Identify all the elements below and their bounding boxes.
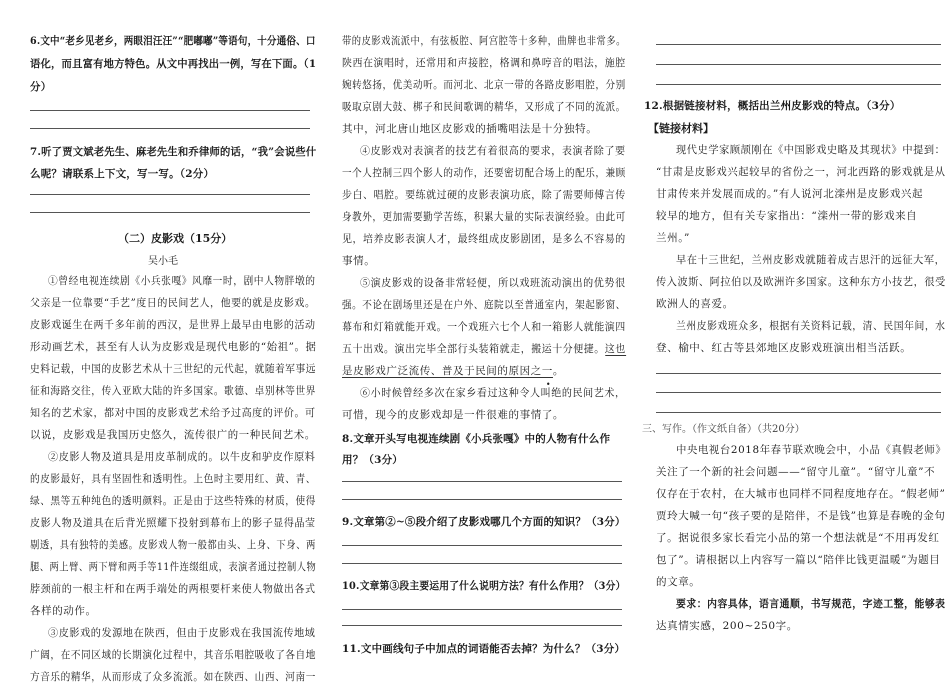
q12-text: 12.根据链接材料，概括出兰州皮影戏的特点。（3分） bbox=[644, 100, 901, 112]
q6-line2: 语化，而且富有地方特色。从文中再找出一例，写在下面。（1 bbox=[30, 58, 317, 70]
para1-line: 史料记载，中国的皮影艺术从十三世纪的元代起，就随着军事远 bbox=[30, 363, 316, 375]
para2-line: ②皮影人物及道具是用皮革制成的。以牛皮和驴皮作原料 bbox=[48, 451, 316, 463]
left-column bbox=[0, 0, 320, 683]
link-p3-line: 兰州皮影戏班众多，根据有关资料记载，清、民国年间，水 bbox=[676, 320, 946, 332]
link-p1-line: 兰州。” bbox=[656, 232, 691, 244]
underlined-sentence: 是皮影戏广泛流传、普及于民间的原因之 bbox=[342, 365, 542, 377]
para2-line: 的皮影最好，具有坚固性和透明性。上色时主要用红、黄、青、 bbox=[30, 473, 316, 485]
writing-p1-line: 贾玲大喊一句“孩子要的是陪伴，不是钱”也算是春晚的金句 bbox=[656, 510, 946, 522]
q6-line1: 6.文中“老乡见老乡，两眼泪汪汪”“肥嘟嘟”等语句，十分通俗、口 bbox=[30, 35, 316, 47]
answer-line[interactable] bbox=[30, 212, 310, 213]
writing-p1-line: 仅存在于农村，在大城市也同样不同程度地存在。“假老师” bbox=[656, 488, 946, 500]
answer-line[interactable] bbox=[30, 128, 310, 129]
para3b-line: 其中，河北唐山地区皮影戏的插嘴唱法是十分独特。 bbox=[342, 123, 598, 135]
q10-text: 10.文章第③段主要运用了什么说明方法？有什么作用？（3分） bbox=[342, 580, 626, 592]
dotted-word-text: 一 bbox=[541, 365, 553, 377]
section-title: （二）皮影戏（15分） bbox=[118, 232, 233, 245]
para4-line: 一个人控制三四个影人的动作，还要密切配合场上的配乐，兼顾 bbox=[342, 167, 626, 179]
q8-line: 用？（3分） bbox=[342, 454, 404, 466]
link-p2-line: 欧洲人的喜爱。 bbox=[656, 298, 734, 310]
para3b-line: 带的皮影戏流派中，有弦板腔、阿宫腔等十多种，曲牌也非常多。 bbox=[342, 35, 626, 47]
writing-p1-line: 包了”。请根据以上内容写一篇以“陪伴比钱更温暖”为题目 bbox=[656, 554, 941, 566]
answer-line[interactable] bbox=[656, 64, 941, 65]
para6-line: 可惜，现今的皮影戏却是一件很难的事情了。 bbox=[342, 409, 564, 421]
q6-line3: 分） bbox=[30, 81, 52, 93]
para5-line bbox=[342, 363, 565, 389]
para5-text: 五十出戏。演出完毕全部行头装箱就走，搬运十分便捷。 bbox=[342, 343, 605, 355]
para2-line: 皮影人物及道具在后背光照耀下投射到幕布上的影子显得晶莹 bbox=[30, 517, 316, 529]
underlined-sentence: 这也 bbox=[604, 343, 626, 355]
answer-line[interactable] bbox=[342, 625, 622, 626]
para4-line: 步白、唱腔。要练就过硬的皮影表演功底，除了需要师傅言传 bbox=[342, 189, 626, 201]
para1-line: 以说，皮影戏是我国历史悠久，流传很广的一种民间艺术。 bbox=[30, 429, 316, 441]
answer-line[interactable] bbox=[30, 110, 310, 111]
para2-line: 绿、黑等五种纯色的透明颜料。正是由于这些特殊的材质，使得 bbox=[30, 495, 316, 507]
para5-line: ⑤演皮影戏的设备非常轻便，所以戏班流动演出的优势很 bbox=[360, 277, 626, 289]
para5-line bbox=[342, 341, 626, 356]
answer-line[interactable] bbox=[656, 412, 941, 413]
answer-line[interactable] bbox=[656, 392, 941, 393]
link-p1-line: 现代史学家顾颉刚在《中国影戏史略及其现状》中提到： bbox=[676, 144, 946, 156]
writing-section-title: 三、写作。（作文纸自备）（共20分） bbox=[642, 424, 805, 435]
writing-requirement-line: 要求：内容具体，语言通顺，书写规范，字迹工整，能够表 bbox=[676, 598, 946, 610]
answer-line[interactable] bbox=[656, 44, 941, 45]
para3-line: 广阔，在不同区域的长期演化过程中，其音乐唱腔吸收了各自地 bbox=[30, 649, 316, 661]
dotted-word bbox=[541, 365, 553, 389]
para5-line: 幕布和灯箱就能开戏。一个戏班六七个人和一箱影人就能演四 bbox=[342, 321, 626, 333]
para1-line: ①曾经电视连续剧《小兵张嘎》风靡一时，剧中人物胖墩的 bbox=[48, 275, 316, 287]
q11-text: 11.文中画线句子中加点的词语能否去掉？为什么？（3分） bbox=[342, 643, 626, 655]
para4-line: 见，培养皮影表演人才，最终组成皮影剧团，是多么不容易的 bbox=[342, 233, 626, 245]
para2-line: 剔透，具有独特的美感。皮影戏人物一般都由头、上身、下身、两 bbox=[30, 539, 316, 551]
para3-line: ③皮影戏的发源地在陕西，但由于皮影戏在我国流传地域 bbox=[48, 627, 316, 639]
para1-line: 形动画艺术，甚至有人认为皮影戏是现代电影的“始祖”。据 bbox=[30, 341, 317, 353]
para4-line: 身教外，更加需要勤学苦练，积累大量的实际表演经验。由此可 bbox=[342, 211, 626, 223]
link-p2-line: 早在十三世纪，兰州皮影戏就随着成吉思汗的远征大军， bbox=[676, 254, 946, 266]
q9-text: 9.文章第②~⑤段介绍了皮影戏哪几个方面的知识？（3分） bbox=[342, 516, 626, 528]
answer-line[interactable] bbox=[656, 84, 941, 85]
answer-line[interactable] bbox=[30, 194, 310, 195]
para2-line: 脖颈前的一根主杆和在两手端处的两根要杆来使人物做出各式 bbox=[30, 583, 316, 595]
para6-line: ⑥小时候曾经多次在家乡看过这种令人叫绝的民间艺术， bbox=[360, 387, 626, 399]
para4-line: 事情。 bbox=[342, 255, 376, 267]
para5-line: 强。不论在剧场里还是在户外、庭院以至普通室内，架起影窗、 bbox=[342, 299, 626, 311]
para3b-line: 陕西在演唱时，还常用和声接腔，格调和鼻哼音的唱法，施腔 bbox=[342, 57, 626, 69]
para5-text: 。 bbox=[552, 365, 565, 377]
para3b-line: 吸取京剧大鼓、梆子和民间歌调的精华，又形成了不同的流派。 bbox=[342, 101, 626, 113]
para4-line: ④皮影戏对表演者的技艺有着很高的要求，表演者除了要 bbox=[360, 145, 626, 157]
writing-p1-line: 的文章。 bbox=[656, 576, 701, 588]
right-column bbox=[640, 0, 950, 672]
para3-line: 方音乐的精华，从而形成了众多流派。如在陕西、山西、河南一 bbox=[30, 671, 316, 683]
q8-line: 8.文章开头写电视连续剧《小兵张嘎》中的人物有什么作 bbox=[342, 433, 611, 445]
q7-line1: 7.听了贾文斌老先生、麻老先生和乔律师的话，“我”会说些什 bbox=[30, 146, 317, 158]
para1-line: 皮影戏诞生在两千多年前的西汉，是世界上最早由电影的活动 bbox=[30, 319, 316, 331]
answer-line[interactable] bbox=[342, 563, 622, 564]
link-material-title: 【链接材料】 bbox=[648, 122, 714, 135]
link-p2-line: 传入波斯、阿拉伯以及欧洲许多国家。这种东方小技艺，很受 bbox=[656, 276, 946, 288]
author: 吴小毛 bbox=[148, 256, 178, 267]
writing-p1-line: 了。据说很多家长看完小品的第一个想法就是“不用再发红 bbox=[656, 532, 940, 544]
answer-line[interactable] bbox=[342, 481, 622, 482]
emphasis-dot: • bbox=[545, 380, 552, 389]
para1-line: 征和海路交往，传入亚欧大陆的许多国家。歌德、卓别林等世界 bbox=[30, 385, 316, 397]
writing-p1-line: 中央电视台2018年春节联欢晚会中，小品《真假老师》 bbox=[676, 444, 947, 456]
para1-line: 父亲是一位靠要“手艺”度日的民间艺人，他要的就是皮影戏。 bbox=[30, 297, 316, 309]
para1-line: 知名的艺术家，都对中国的皮影戏艺术给予过高度的评价。可 bbox=[30, 407, 316, 419]
link-p1-line: “甘肃是皮影戏兴起较早的省份之一，河北西路的影戏就是从 bbox=[656, 166, 946, 178]
para3b-line: 婉转悠扬，优美动听。而河北、北京一带的各路皮影唱腔，分别 bbox=[342, 79, 626, 91]
q7-line2: 么呢？请联系上下文，写一写。（2分） bbox=[30, 168, 215, 180]
link-p3-line: 登、榆中、红古等县郊地区皮影戏班演出相当活跃。 bbox=[656, 342, 912, 354]
middle-column bbox=[330, 0, 630, 672]
answer-line[interactable] bbox=[342, 499, 622, 500]
answer-line[interactable] bbox=[342, 545, 622, 546]
writing-p1-line: 关注了一个新的社会问题——“留守儿童”。“留守儿童”不 bbox=[656, 466, 936, 478]
answer-line[interactable] bbox=[342, 609, 622, 610]
link-p1-line: 较早的地方，但有关专家指出：“滦州一带的影戏来自 bbox=[656, 210, 918, 222]
writing-requirement-line: 达真情实感，200~250字。 bbox=[656, 620, 798, 632]
para2-line: 腿、两上臂、两下臂和两手等11件连缀组成，表演者通过控制人物 bbox=[30, 561, 317, 573]
link-p1-line: 甘肃传来并发展而成的。”有人说河北滦州是皮影戏兴起 bbox=[656, 188, 924, 200]
para2-line: 各样的动作。 bbox=[30, 605, 97, 617]
answer-line[interactable] bbox=[656, 373, 941, 374]
